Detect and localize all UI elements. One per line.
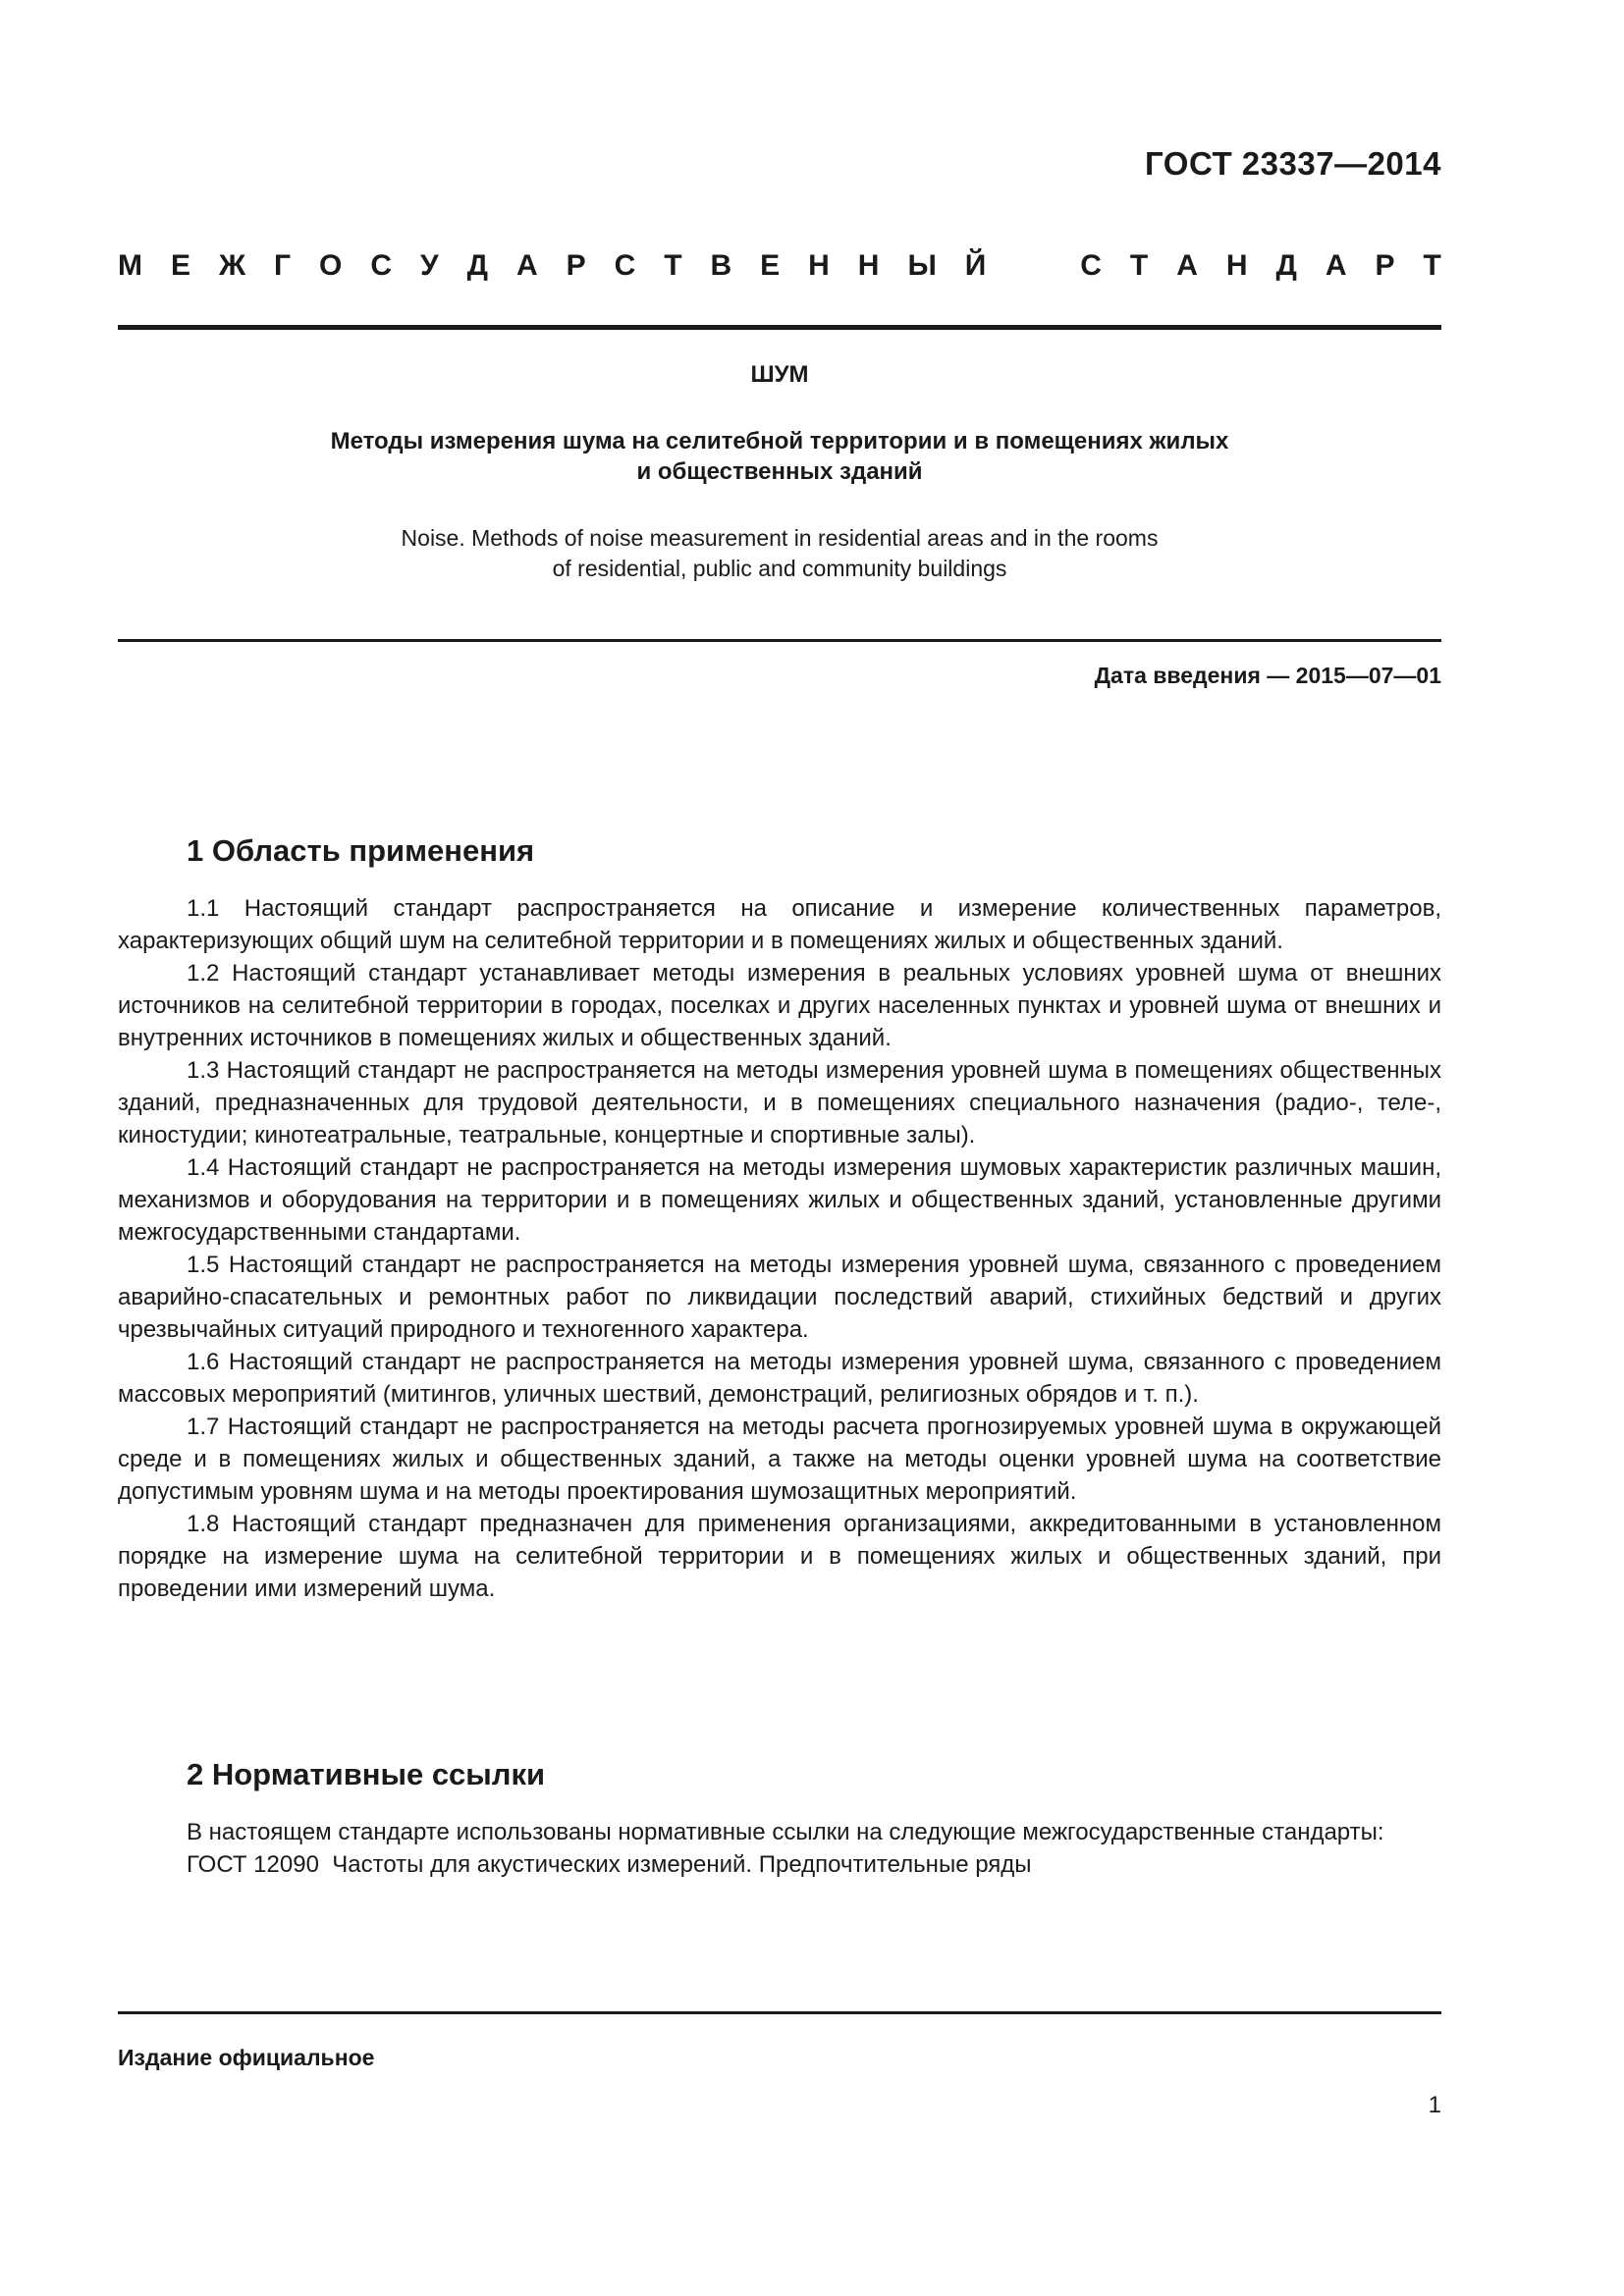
reference-title: Частоты для акустических измерений. Предпочтительные ряды <box>332 1851 1032 1878</box>
banner-letter: С <box>370 249 393 282</box>
banner-letter: Ж <box>218 249 246 282</box>
header-divider <box>118 325 1441 330</box>
banner-letter: Е <box>170 249 190 282</box>
standard-type-banner <box>118 249 1441 283</box>
section-heading-references: 2 Нормативные ссылки <box>187 1757 546 1791</box>
title-en-line: of residential, public and community buildings <box>552 556 1007 581</box>
banner-letter: Д <box>1275 249 1297 282</box>
banner-letter: Н <box>808 249 830 282</box>
banner-letter: А <box>1325 249 1347 282</box>
section-heading-scope: 1 Область применения <box>187 833 535 868</box>
document-title-short: ШУМ <box>750 361 809 388</box>
introduction-date: Дата введения — 2015—07—01 <box>1094 663 1441 688</box>
standard-number: ГОСТ 23337—2014 <box>1145 145 1441 182</box>
document-title-en <box>118 523 1441 584</box>
banner-letter: Ы <box>907 249 937 282</box>
banner-letter: Й <box>964 249 987 282</box>
banner-letter: С <box>614 249 636 282</box>
paragraph: 1.1 Настоящий стандарт распространяется на описание и измерение количественных параметров, характеризующих общий шум на селитебной территории и в помещениях жилых и общественных зданий. <box>118 895 1441 954</box>
banner-letter: Т <box>1129 249 1149 282</box>
paragraph: 1.5 Настоящий стандарт не распространяется на методы измерения уровней шума, связанного с проведением аварийно-спасательных и ремонтных работ по ликвидации последствий аварий, стихийных бедствий и других чрезвычайных ситуаций природного и техногенного характера. <box>118 1252 1441 1343</box>
banner-letter: Н <box>857 249 880 282</box>
banner-letter: М <box>118 249 142 282</box>
banner-letter: С <box>1080 249 1102 282</box>
banner-letter: У <box>419 249 439 282</box>
document-title-ru <box>118 426 1441 487</box>
section-body-scope <box>118 892 1441 1605</box>
banner-word-gap <box>1014 249 1052 283</box>
banner-letter: Т <box>664 249 682 282</box>
reference-item <box>118 1848 1441 1881</box>
title-ru-line: Методы измерения шума на селитебной территории и в помещениях жилых <box>330 428 1229 454</box>
reference-code: ГОСТ 12090 <box>187 1851 319 1878</box>
banner-letter: Г <box>274 249 292 282</box>
paragraph: 1.6 Настоящий стандарт не распространяется на методы измерения уровней шума, связанного с проведением массовых мероприятий (митингов, уличных шествий, демонстраций, религиозных обрядов и т. п.). <box>118 1349 1441 1408</box>
banner-letter: Р <box>566 249 586 282</box>
paragraph: 1.3 Настоящий стандарт не распространяется на методы измерения уровней шума в помещениях общественных зданий, предназначенных для трудовой деятельности, и в помещениях специального назначения (радио-, теле-, киностудии; кинотеатральные, театральные, концертные и спортивные залы). <box>118 1057 1441 1148</box>
title-en-line: Noise. Methods of noise measurement in residential areas and in the rooms <box>401 525 1159 551</box>
paragraph: 1.7 Настоящий стандарт не распространяется на методы расчета прогнозируемых уровней шума в окружающей среде и в помещениях жилых и общественных зданий, а также на методы оценки уровней шума на соответствие допустимым уровням шума и на методы проектирования шумозащитных мероприятий. <box>118 1414 1441 1505</box>
banner-letter: Д <box>466 249 488 282</box>
page-number: 1 <box>1428 2092 1441 2118</box>
paragraph: В настоящем стандарте использованы нормативные ссылки на следующие межгосударственные стандарты: <box>187 1819 1384 1845</box>
banner-letter: А <box>515 249 538 282</box>
paragraph: 1.4 Настоящий стандарт не распространяется на методы измерения шумовых характеристик различных машин, механизмов и оборудования на территории и в помещениях жилых и общественных зданий, установленные другими межгосударственными стандартами. <box>118 1154 1441 1246</box>
banner-letter: Т <box>1423 249 1441 282</box>
banner-letter: А <box>1176 249 1198 282</box>
banner-letter: В <box>710 249 732 282</box>
footer-divider <box>118 2011 1441 2014</box>
section-body-references <box>118 1816 1441 1881</box>
paragraph: 1.2 Настоящий стандарт устанавливает методы измерения в реальных условиях уровней шума от внешних источников на селитебной территории в городах, поселках и других населенных пунктах и уровней шума от внешних и внутренних источников в помещениях жилых и общественных зданий. <box>118 960 1441 1051</box>
title-divider <box>118 639 1441 642</box>
banner-letter: О <box>319 249 343 282</box>
banner-letter: Е <box>760 249 781 282</box>
title-ru-line: и общественных зданий <box>636 458 923 485</box>
edition-label: Издание официальное <box>118 2045 375 2070</box>
banner-letter: Р <box>1375 249 1395 282</box>
banner-letter: Н <box>1225 249 1248 282</box>
paragraph: 1.8 Настоящий стандарт предназначен для применения организациями, аккредитованными в установленном порядке на измерение шума на селитебной территории и в помещениях жилых и общественных зданий, при проведении ими измерений шума. <box>118 1511 1441 1602</box>
